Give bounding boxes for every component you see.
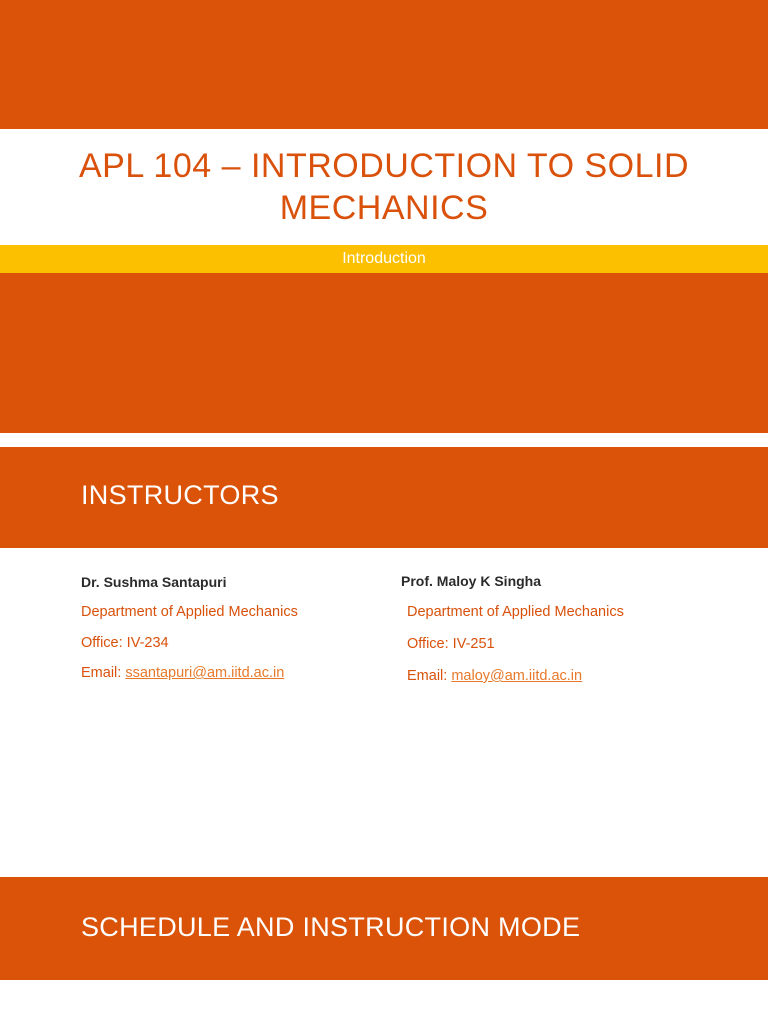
email-label: Email: bbox=[81, 665, 126, 681]
schedule-heading: SCHEDULE AND INSTRUCTION MODE bbox=[81, 912, 581, 942]
email-label: Email: bbox=[407, 668, 452, 684]
slide1-title-area bbox=[0, 129, 768, 245]
instructor-department: Department of Applied Mechanics bbox=[407, 604, 624, 620]
slide2-header bbox=[0, 447, 768, 548]
slide-subtitle: Introduction bbox=[342, 250, 426, 267]
slide2-body bbox=[0, 548, 768, 877]
instructor-email-line bbox=[407, 668, 582, 684]
slide1-bottom-band bbox=[0, 273, 768, 433]
instructor-department: Department of Applied Mechanics bbox=[81, 604, 298, 620]
slide3-body bbox=[0, 980, 768, 1024]
instructor-name: Dr. Sushma Santapuri bbox=[81, 574, 227, 590]
instructor-office: Office: IV-251 bbox=[407, 636, 495, 652]
email-link[interactable]: maloy@am.iitd.ac.in bbox=[451, 668, 583, 684]
slide-gap bbox=[0, 433, 768, 447]
slide1-subtitle-bar bbox=[0, 245, 768, 273]
slide-title: APL 104 – INTRODUCTION TO SOLID MECHANICS bbox=[78, 147, 690, 227]
instructor-email-line bbox=[81, 665, 284, 681]
instructors-heading: INSTRUCTORS bbox=[81, 480, 279, 510]
instructor-office: Office: IV-234 bbox=[81, 635, 169, 651]
instructor-name: Prof. Maloy K Singha bbox=[401, 573, 542, 589]
slide1-top-band bbox=[0, 0, 768, 129]
slide3-header bbox=[0, 877, 768, 980]
email-link[interactable]: ssantapuri@am.iitd.ac.in bbox=[125, 665, 285, 681]
